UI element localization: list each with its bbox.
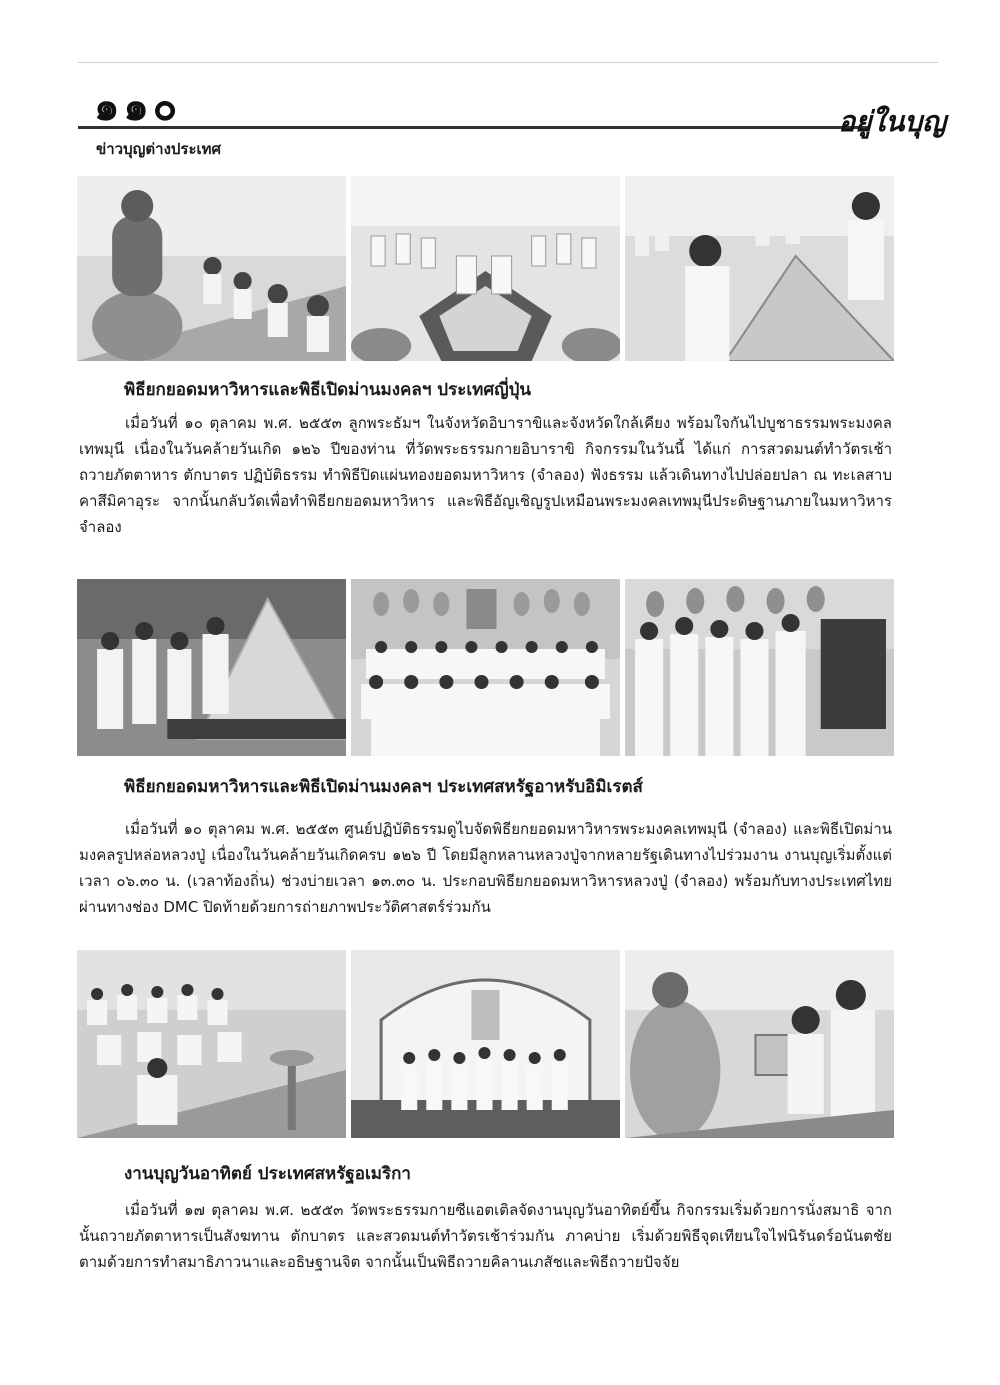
photo-uae-group-image — [351, 579, 620, 756]
article-title-usa: งานบุญวันอาทิตย์ ประเทศสหรัฐอเมริกา — [124, 1164, 411, 1184]
header-shade — [68, 62, 948, 134]
section-label: ข่าวบุญต่างประเทศ — [96, 140, 222, 158]
article-title-japan: พิธียกยอดมหาวิหารและพิธีเปิดม่านมงคลฯ ประเทศญี่ปุ่น — [124, 380, 532, 400]
photo-usa-meditation — [77, 950, 346, 1138]
photo-japan-statue — [77, 176, 346, 361]
photo-usa-offering — [625, 950, 894, 1138]
photo-uae-ceremony-image — [625, 579, 894, 756]
page-header — [68, 58, 958, 143]
photo-japan-gold-leaf — [625, 176, 894, 361]
photo-japan-gold-leaf-image — [625, 176, 894, 361]
article-body-usa — [79, 1197, 892, 1275]
article-paragraph: เมื่อวันที่ ๑๐ ตุลาคม พ.ศ. ๒๕๕๓ ศูนย์ปฏิบัติธรรมดูไบจัดพิธียกยอดมหาวิหารพระมงคลเทพมุนี (จำลอง) และพิธีเปิดม่านมงคลรูปหล่อหลวงปู่ เนื่องในวันคล้ายวันเกิดครบ ๑๒๖ ปี โดยมีลูกหลานหลวงปู่จากหลายรัฐเดินทางไปร่วมงาน งานบุญเริ่มตั้งแต่เวลา ๐๖.๓๐ น. (เวลาท้องถิ่น) ช่วงบ่ายเวลา ๑๓.๓๐ น. ประกอบพิธียกยอดมหาวิหารหลวงปู่ (จำลอง) พร้อมกับทางประเทศไทย ผ่านทางช่อง DMC ปิดท้ายด้วยการถ่ายภาพประวัติศาสตร์ร่วมกัน — [79, 820, 892, 916]
photo-usa-hall-image — [351, 950, 620, 1138]
page-number: ๑๑๐ — [94, 83, 182, 130]
photo-japan-kneeling-image — [351, 176, 620, 361]
photo-uae-pyramid — [77, 579, 346, 756]
photo-uae-pyramid-image — [77, 579, 346, 756]
article-title-uae: พิธียกยอดมหาวิหารและพิธีเปิดม่านมงคลฯ ประเทศสหรัฐอาหรับอิมิเรตส์ — [124, 777, 643, 797]
brand-logo-text: อยู่ในบุญ — [838, 105, 946, 138]
photo-usa-offering-image — [625, 950, 894, 1138]
photo-row-uae — [77, 579, 894, 756]
photo-row-usa — [77, 950, 894, 1138]
photo-uae-group — [351, 579, 620, 756]
article-body-uae — [79, 816, 892, 920]
article-paragraph: เมื่อวันที่ ๑๐ ตุลาคม พ.ศ. ๒๕๕๓ ลูกพระธัมฯ ในจังหวัดอิบาราขิและจังหวัดใกล้เคียง พร้อมใจกันไปบูชาธรรมพระมงคลเทพมุนี เนื่องในวันคล้ายวันเกิด ๑๒๖ ปีของท่าน ที่วัดพระธรรมกายอิบาราขิ กิจกรรมในวันนี้ ได้แก่ การสวดมนต์ทำวัตรเช้า ถวายภัตตาหาร ตักบาตร ปฏิบัติธรรม ทำพิธีปิดแผ่นทองยอดมหาวิหาร (จำลอง) ฟังธรรม แล้วเดินทางไปปล่อยปลา ณ ทะเลสาบคาสึมิคาอุระ จากนั้นกลับวัดเพื่อทำพิธียกยอดมหาวิหาร และพิธีอัญเชิญรูปเหมือนพระมงคลเทพมุนีประดิษฐานภายในมหาวิหารจำลอง — [79, 414, 892, 536]
photo-row-japan — [77, 176, 894, 361]
photo-uae-ceremony — [625, 579, 894, 756]
header-top-line — [78, 62, 938, 63]
article-paragraph: เมื่อวันที่ ๑๗ ตุลาคม พ.ศ. ๒๕๕๓ วัดพระธรรมกายซีแอตเติลจัดงานบุญวันอาทิตย์ขึ้น กิจกรรมเริ่มด้วยการนั่งสมาธิ จากนั้นถวายภัตตาหารเป็นสังฆทาน ตักบาตร และสวดมนต์ทำวัตรเช้าร่วมกัน ภาคบ่าย เริ่มด้วยพิธีจุดเทียนใจไฟนิรันดร์อนันตชัย ตามด้วยการทำสมาธิภาวนาและอธิษฐานจิต จากนั้นเป็นพิธีถวายคิลานเภสัชและพิธีถวายปัจจัย — [79, 1201, 892, 1271]
photo-usa-meditation-image — [77, 950, 346, 1138]
header-rule — [78, 126, 868, 129]
article-body-japan — [79, 410, 892, 540]
photo-japan-kneeling — [351, 176, 620, 361]
photo-usa-hall — [351, 950, 620, 1138]
photo-japan-statue-image — [77, 176, 346, 361]
